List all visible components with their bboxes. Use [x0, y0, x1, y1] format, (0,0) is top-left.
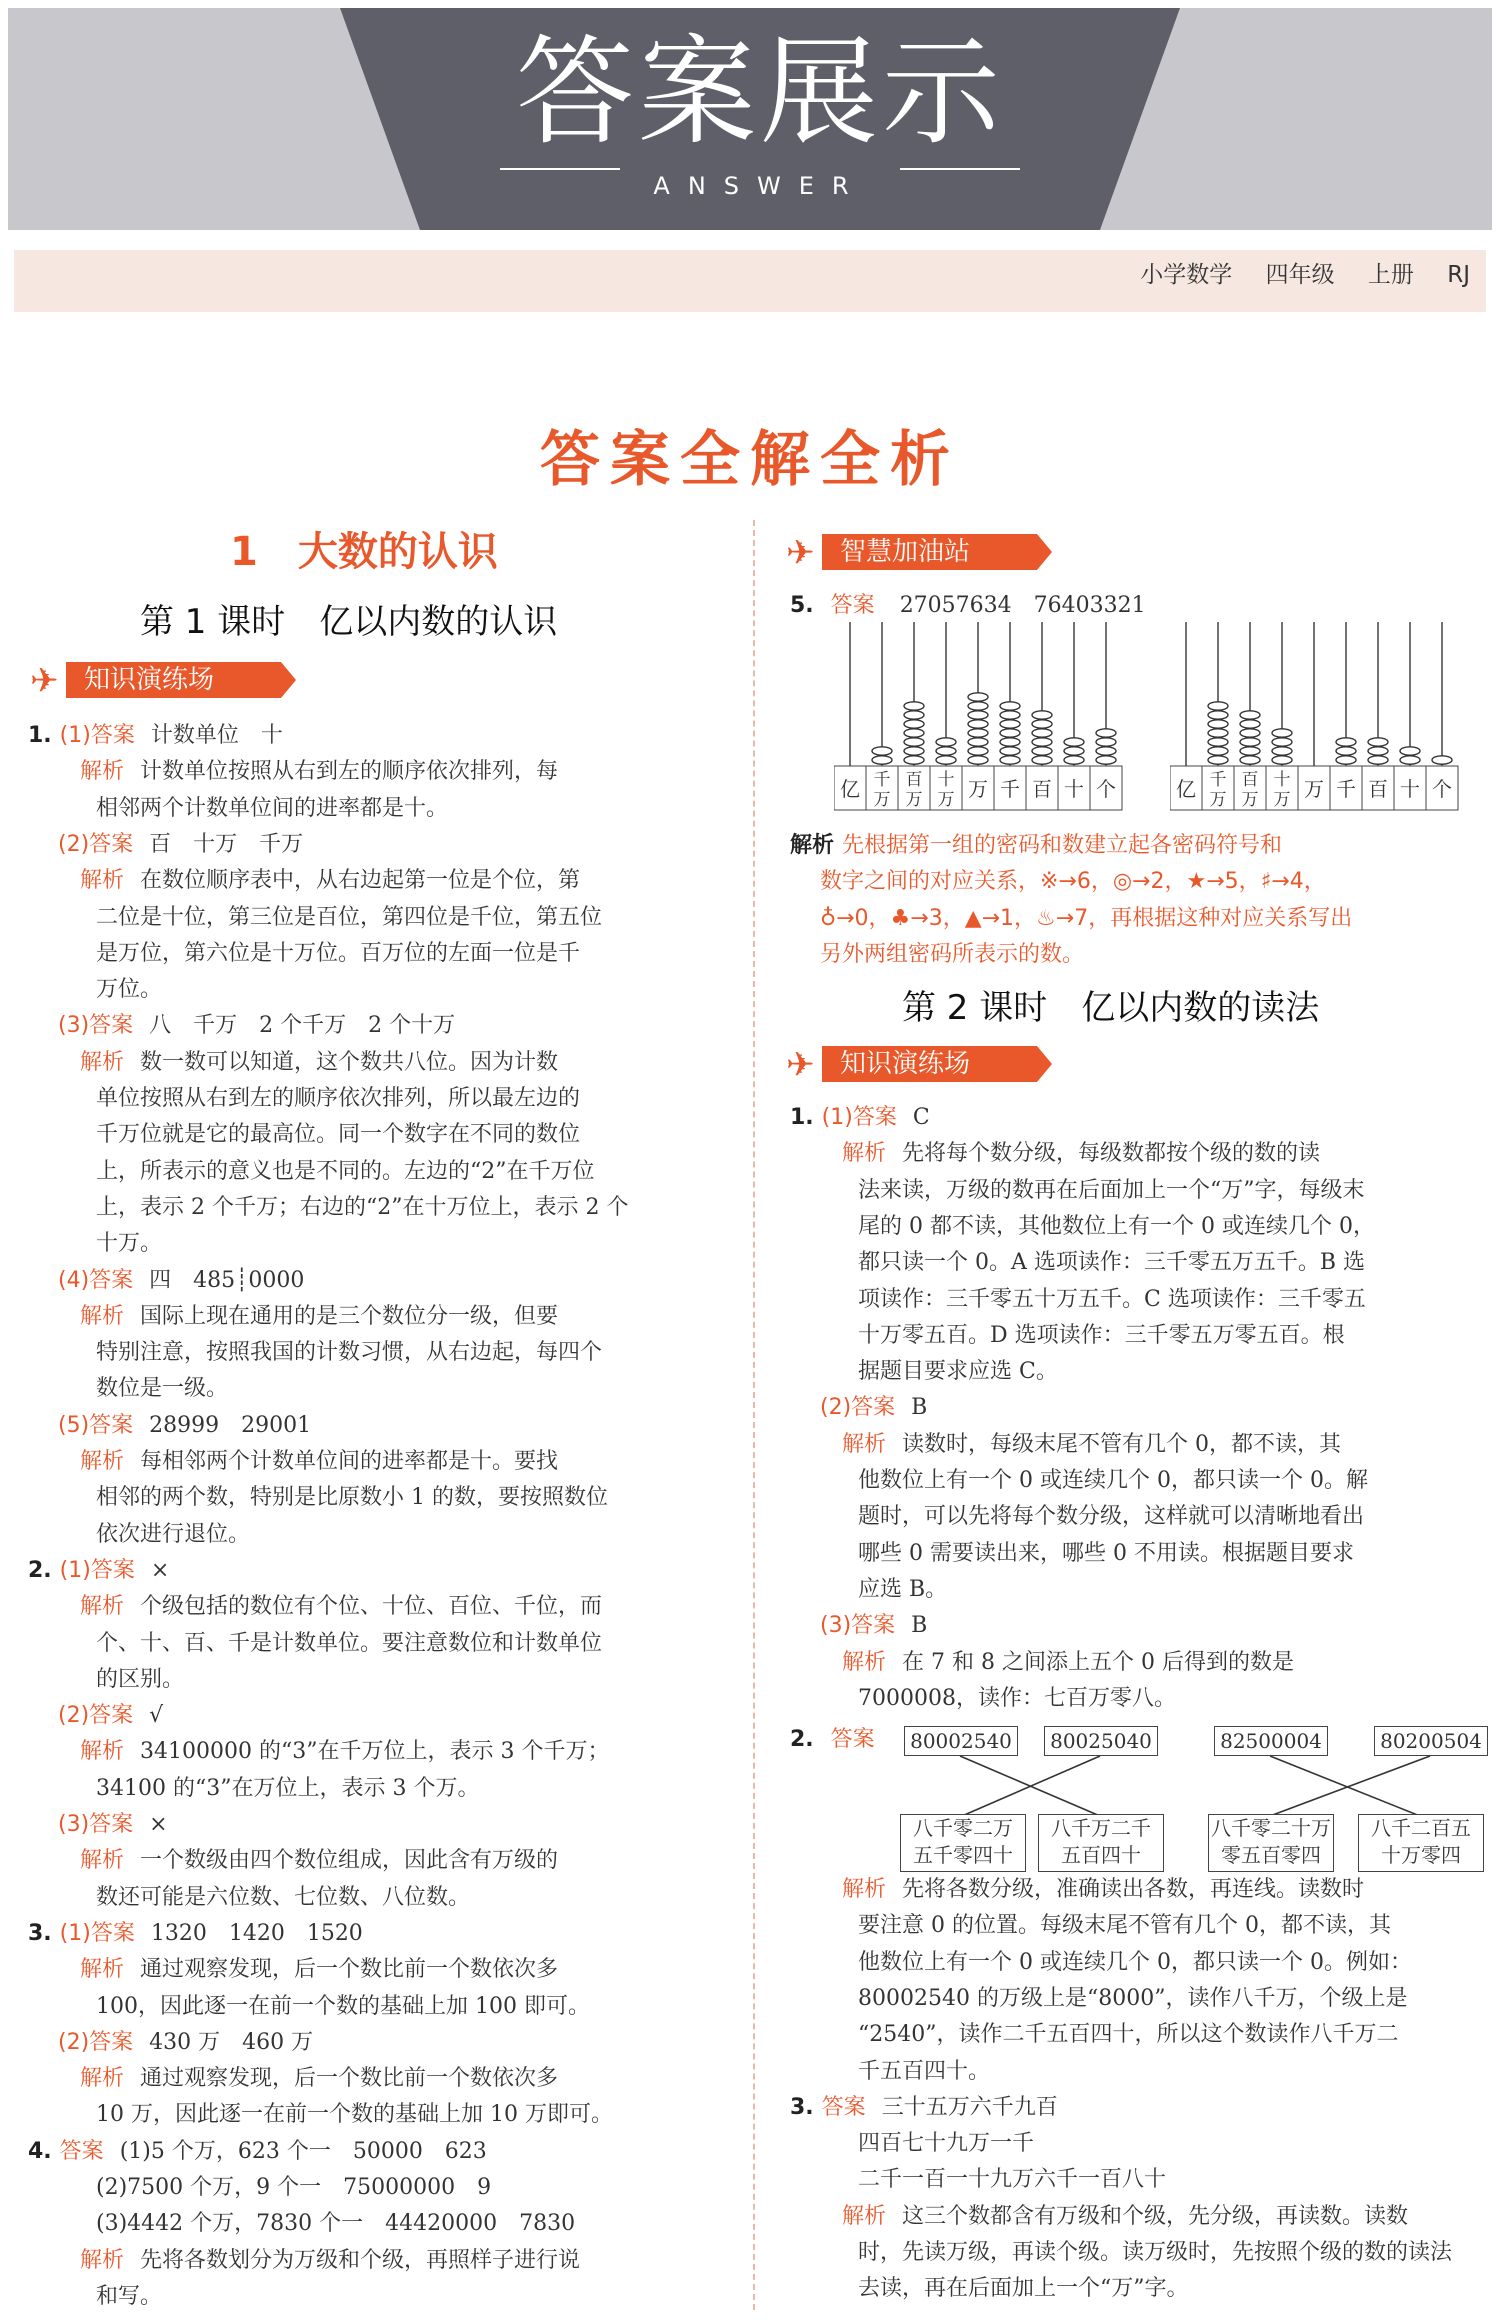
abacus-bead [1096, 738, 1116, 746]
answer-line: “2540”，读作二千五百四十，所以这个数读作八千万二 [858, 2022, 1399, 2048]
abacus-bead [968, 756, 988, 764]
abacus-bead [1000, 720, 1020, 728]
abacus-bead [1208, 720, 1228, 728]
number-box: 82500004 [1214, 1726, 1328, 1756]
reading-box: 八千零二十万 零五百零四 [1208, 1814, 1334, 1872]
abacus-bead [1240, 729, 1260, 737]
answer-line: 个、十、百、千是计数单位。要注意数位和计数单位 [96, 1630, 603, 1656]
answer-line: (2)答案 430 万 460 万 [58, 2029, 314, 2055]
answer-line: 据题目要求应选 C。 [858, 1359, 1058, 1385]
answer-line: 解析 一个数级由四个数位组成，因此含有万级的 [80, 1848, 559, 1874]
abacus-place-label: 千 [1000, 777, 1020, 801]
abacus-bead [1272, 756, 1292, 764]
answer-line: 100，因此逐一在前一个数的基础上加 100 即可。 [96, 1993, 590, 2019]
answer-line: 去读，再在后面加上一个“万”字。 [858, 2276, 1189, 2302]
abacus-place-label: 个 [1432, 777, 1452, 801]
answer-line: 二位是十位，第三位是百位，第四位是千位，第五位 [96, 904, 603, 930]
answer-line: 解析 计数单位按照从右到左的顺序依次排列，每 [80, 759, 559, 785]
answer-line: 他数位上有一个 0 或连续几个 0，都只读一个 0。解 [858, 1468, 1368, 1493]
answer-line: 解析 读数时，每级末尾不管有几个 0，都不读，其 [842, 1431, 1342, 1457]
abacus-bead [872, 747, 892, 755]
abacus-bead [936, 756, 956, 764]
answer-line: (3)答案 B [820, 1613, 928, 1639]
abacus-place-label: 十 [1273, 770, 1291, 790]
abacus-bead [1064, 747, 1084, 755]
answer-line: 项读作：三千零五十万五千。C 选项读作：三千零五 [858, 1286, 1366, 1312]
answer-line: 千万位就是它的最高位。同一个数字在不同的数位 [96, 1122, 581, 1148]
abacus-bead [1400, 756, 1420, 764]
answer-line: 解析 先将各数分级，准确读出各数，再连线。读数时 [842, 1877, 1365, 1902]
abacus-bead [1336, 756, 1356, 764]
abacus-1 [834, 622, 1144, 812]
section-tag-label: 知识演练场 [84, 665, 215, 695]
answer-line: 3. 答案 三十五万六千九百 [790, 2094, 1058, 2120]
page-header [1114, 256, 1470, 289]
answer-line: 和写。 [96, 2283, 163, 2309]
lesson-2-title: 第 2 课时 亿以内数的读法 [902, 988, 1320, 1028]
abacus-bead [968, 720, 988, 728]
abacus-place-label: 万 [1304, 777, 1324, 801]
abacus-place-label: 亿 [840, 777, 860, 801]
answer-line: 数位是一级。 [96, 1376, 229, 1402]
abacus-bead [968, 711, 988, 719]
answer-line: 解析 先将每个数分级，每级数都按个级的数的读 [842, 1141, 1321, 1167]
answer-line: 解析 在 7 和 8 之间添上五个 0 后得到的数是 [842, 1649, 1294, 1675]
abacus-bead [1000, 711, 1020, 719]
abacus-bead [1368, 738, 1388, 746]
banner-divider-left [500, 168, 620, 170]
lesson-title: 第 1 课时 亿以内数的认识 [140, 602, 558, 642]
answer-line: (3)4442 个万，7830 个一 44420000 7830 [96, 2211, 576, 2237]
banner-divider-right [900, 168, 1020, 170]
abacus-bead [1032, 720, 1052, 728]
abacus-place-label: 千 [1336, 777, 1356, 801]
abacus-bead [1000, 702, 1020, 710]
page-title: 答案全解全析 [540, 425, 960, 495]
abacus-place-label: 十 [937, 770, 955, 790]
answer-line: 解析 个级包括的数位有个位、十位、百位、千位，而 [80, 1594, 603, 1620]
q5-analysis-line: ♁→0，♣→3，▲→1，♨→7，再根据这种对应关系写出 [820, 905, 1353, 931]
answer-line: 3. (1)答案 1320 1420 1520 [28, 1920, 363, 1946]
header-volume: 上册 [1367, 262, 1414, 288]
abacus-bead [1096, 756, 1116, 764]
answer-line: 应选 B。 [858, 1576, 948, 1602]
abacus-place-label: 十 [1064, 777, 1084, 801]
answer-line: 解析 这三个数都含有万级和个级，先分级，再读数。读数 [842, 2203, 1409, 2229]
abacus-bead [1064, 738, 1084, 746]
abacus-place-label: 百 [1241, 770, 1259, 790]
abacus-bead [1096, 729, 1116, 737]
banner-subtitle: ANSWER [653, 172, 867, 200]
abacus-place-label: 万 [968, 777, 988, 801]
q5-answer: 5. 答案 27057634 76403321 [790, 593, 1146, 618]
abacus-place-label: 万 [1209, 790, 1227, 810]
svg-text:✈: ✈ [30, 661, 59, 700]
abacus-bead [1000, 729, 1020, 737]
abacus-place-label: 个 [1096, 777, 1116, 801]
answer-line: 解析 通过观察发现，后一个数比前一个数依次多 [80, 2066, 559, 2092]
answer-line: 2. (1)答案 × [28, 1557, 170, 1583]
answer-line: 34100 的“3”在万位上，表示 3 个万。 [96, 1775, 480, 1801]
abacus-bead [1000, 738, 1020, 746]
abacus-bead [1336, 747, 1356, 755]
number-box: 80002540 [904, 1726, 1018, 1756]
abacus-bead [968, 729, 988, 737]
abacus-bead [968, 747, 988, 755]
abacus-place-label: 千 [1209, 770, 1227, 790]
abacus-bead [904, 756, 924, 764]
answer-line: 尾的 0 都不读，其他数位上有一个 0 或连续几个 0， [858, 1213, 1375, 1239]
abacus-bead [1240, 720, 1260, 728]
abacus-bead [1208, 747, 1228, 755]
abacus-bead [1240, 711, 1260, 719]
abacus-bead [1208, 738, 1228, 746]
q5-analysis-line: 解析 先根据第一组的密码和数建立起各密码符号和 [790, 833, 1283, 858]
abacus-bead [1240, 756, 1260, 764]
answer-line: 二千一百一十九万六千一百八十 [858, 2167, 1167, 2193]
abacus-bead [1240, 738, 1260, 746]
answer-line: 四百七十九万一千 [858, 2131, 1035, 2157]
abacus-bead [1000, 756, 1020, 764]
q5-analysis-line: 另外两组密码所表示的数。 [820, 941, 1085, 967]
answer-line: (2)答案 √ [58, 1703, 164, 1729]
abacus-bead [1368, 747, 1388, 755]
abacus-bead [1272, 747, 1292, 755]
abacus-place-label: 千 [873, 770, 891, 790]
abacus-bead [968, 702, 988, 710]
header-edition: RJ [1447, 262, 1470, 288]
answer-line: 解析 通过观察发现，后一个数比前一个数依次多 [80, 1957, 559, 1983]
answer-line: (2)答案 B [820, 1395, 928, 1421]
answer-line: 特别注意，按照我国的计数习惯，从右边起，每四个 [96, 1340, 603, 1366]
abacus-bead [936, 738, 956, 746]
abacus-bead [1032, 729, 1052, 737]
q2-answer: 2. 答案 [790, 1727, 875, 1752]
answer-line: (2)答案 百 十万 千万 [58, 831, 304, 857]
number-box: 80025040 [1044, 1726, 1158, 1756]
svg-text:✈: ✈ [786, 1045, 815, 1084]
number-box: 80200504 [1374, 1726, 1488, 1756]
abacus-place-label: 百 [905, 770, 923, 790]
abacus-place-label: 万 [1241, 790, 1259, 810]
reading-box: 八千万二千 五百四十 [1038, 1814, 1164, 1872]
abacus-bead [1208, 702, 1228, 710]
abacus-bead [1032, 711, 1052, 719]
abacus-bead [1032, 756, 1052, 764]
abacus-bead [1208, 711, 1228, 719]
answer-line: 解析 先将各数划分为万级和个级，再照样子进行说 [80, 2247, 581, 2273]
abacus-place-label: 万 [1273, 790, 1291, 810]
header-subject: 小学数学 [1140, 262, 1233, 288]
abacus-bead [904, 747, 924, 755]
unit-title: 1 大数的认识 [230, 529, 498, 575]
answer-line: 相邻的两个数，特别是比原数小 1 的数，要按照数位 [96, 1485, 608, 1511]
answer-line: 1. (1)答案 C [790, 1105, 930, 1130]
abacus-bead [1336, 738, 1356, 746]
answer-line: 依次进行退位。 [96, 1521, 251, 1547]
answer-line: 单位按照从右到左的顺序依次排列，所以最左边的 [96, 1086, 581, 1111]
answer-line: 他数位上有一个 0 或连续几个 0，都只读一个 0。例如： [858, 1949, 1412, 1975]
answer-line: 万位。 [96, 977, 163, 1003]
answer-line: (5)答案 28999 29001 [58, 1412, 312, 1438]
answer-line: 题时，可以先将每个数分级，这样就可以清晰地看出 [858, 1504, 1365, 1530]
abacus-place-label: 亿 [1176, 777, 1196, 801]
abacus-2 [1170, 622, 1480, 812]
answer-line: 千五百四十。 [858, 2058, 991, 2084]
answer-line: 十万零五百。D 选项读作：三千零五万零五百。根 [858, 1322, 1345, 1348]
abacus-bead [968, 693, 988, 701]
answer-line: 哪些 0 需要读出来，哪些 0 不用读。根据题目要求 [858, 1540, 1354, 1566]
abacus-bead [1272, 738, 1292, 746]
abacus-bead [1096, 747, 1116, 755]
section-tag-label: 知识演练场 [840, 1049, 971, 1079]
answer-line: 80002540 的万级上是“8000”，读作八千万，个级上是 [858, 1985, 1408, 2011]
abacus-bead [936, 747, 956, 755]
answer-line: 上，表示 2 个千万；右边的“2”在十万位上，表示 2 个 [96, 1194, 629, 1220]
section-tag-label: 智慧加油站 [840, 537, 971, 567]
answer-line: (3)答案 × [58, 1812, 168, 1837]
abacus-bead [1000, 747, 1020, 755]
answer-line: 要注意 0 的位置。每级末尾不管有几个 0，都不读，其 [858, 1913, 1391, 1939]
abacus-bead [968, 738, 988, 746]
abacus-bead [904, 711, 924, 719]
answer-line: 10 万，因此逐一在前一个数的基础上加 10 万即可。 [96, 2102, 613, 2128]
answer-line: 上，所表示的意义也是不同的。左边的“2”在千万位 [96, 1158, 595, 1184]
abacus-bead [1032, 747, 1052, 755]
abacus-bead [1400, 747, 1420, 755]
answer-line: 数还可能是六位数、七位数、八位数。 [96, 1884, 471, 1910]
abacus-bead [1272, 729, 1292, 737]
abacus-bead [904, 738, 924, 746]
abacus-bead [1208, 729, 1228, 737]
abacus-bead [872, 756, 892, 764]
abacus-bead [904, 702, 924, 710]
answer-line: (3)答案 八 千万 2 个千万 2 个十万 [58, 1013, 456, 1039]
abacus-bead [1432, 756, 1452, 764]
abacus-place-label: 万 [873, 790, 891, 810]
abacus-place-label: 十 [1400, 777, 1420, 801]
answer-line: 解析 数一数可以知道，这个数共八位。因为计数 [80, 1049, 559, 1075]
column-divider [753, 520, 755, 2310]
answer-line: 解析 国际上现在通用的是三个数位分一级，但要 [80, 1303, 559, 1329]
header-grade: 四年级 [1265, 262, 1335, 288]
answer-line: 相邻两个计数单位间的进率都是十。 [96, 795, 449, 821]
abacus-bead [1032, 738, 1052, 746]
abacus-place-label: 万 [905, 790, 923, 810]
answer-line: 解析 每相邻两个计数单位间的进率都是十。要找 [80, 1449, 559, 1474]
answer-line: (4)答案 四 485┊0000 [58, 1267, 305, 1293]
answer-line: 解析 34100000 的“3”在千万位上，表示 3 个千万； [80, 1739, 610, 1765]
abacus-bead [904, 720, 924, 728]
abacus-bead [1368, 756, 1388, 764]
q5-analysis-line: 数字之间的对应关系，※→6，◎→2，★→5，♯→4， [820, 869, 1326, 895]
svg-text:✈: ✈ [786, 533, 815, 572]
answer-line: 法来读，万级的数再在后面加上一个“万”字，每级末 [858, 1177, 1365, 1203]
abacus-place-label: 百 [1368, 777, 1388, 801]
answer-line: 7000008，读作：七百万零八。 [858, 1685, 1176, 1711]
answer-line: 1. (1)答案 计数单位 十 [28, 723, 283, 748]
answer-line: 的区别。 [96, 1666, 185, 1692]
abacus-place-label: 百 [1032, 777, 1052, 801]
reading-box: 八千零二万 五千零四十 [900, 1814, 1026, 1872]
answer-line: 4. 答案 (1)5 个万，623 个一 50000 623 [28, 2138, 487, 2164]
abacus-bead [1064, 756, 1084, 764]
answer-line: 是万位，第六位是十万位。百万位的左面一位是千 [96, 940, 581, 966]
answer-line: 时，先读万级，再读个级。读万级时，先按照个级的数的读法 [858, 2240, 1453, 2265]
answer-line: (2)7500 个万，9 个一 75000000 9 [96, 2175, 492, 2200]
abacus-bead [904, 729, 924, 737]
answer-line: 十万。 [96, 1231, 163, 1257]
abacus-place-label: 万 [937, 790, 955, 810]
abacus-bead [1240, 747, 1260, 755]
abacus-bead [1208, 756, 1228, 764]
answer-line: 解析 在数位顺序表中，从右边起第一位是个位，第 [80, 868, 581, 894]
reading-box: 八千二百五 十万零四 [1358, 1814, 1484, 1872]
banner-title: 答案展示 [515, 23, 1004, 161]
answer-line: 都只读一个 0。A 选项读作：三千零五万五千。B 选 [858, 1250, 1366, 1276]
